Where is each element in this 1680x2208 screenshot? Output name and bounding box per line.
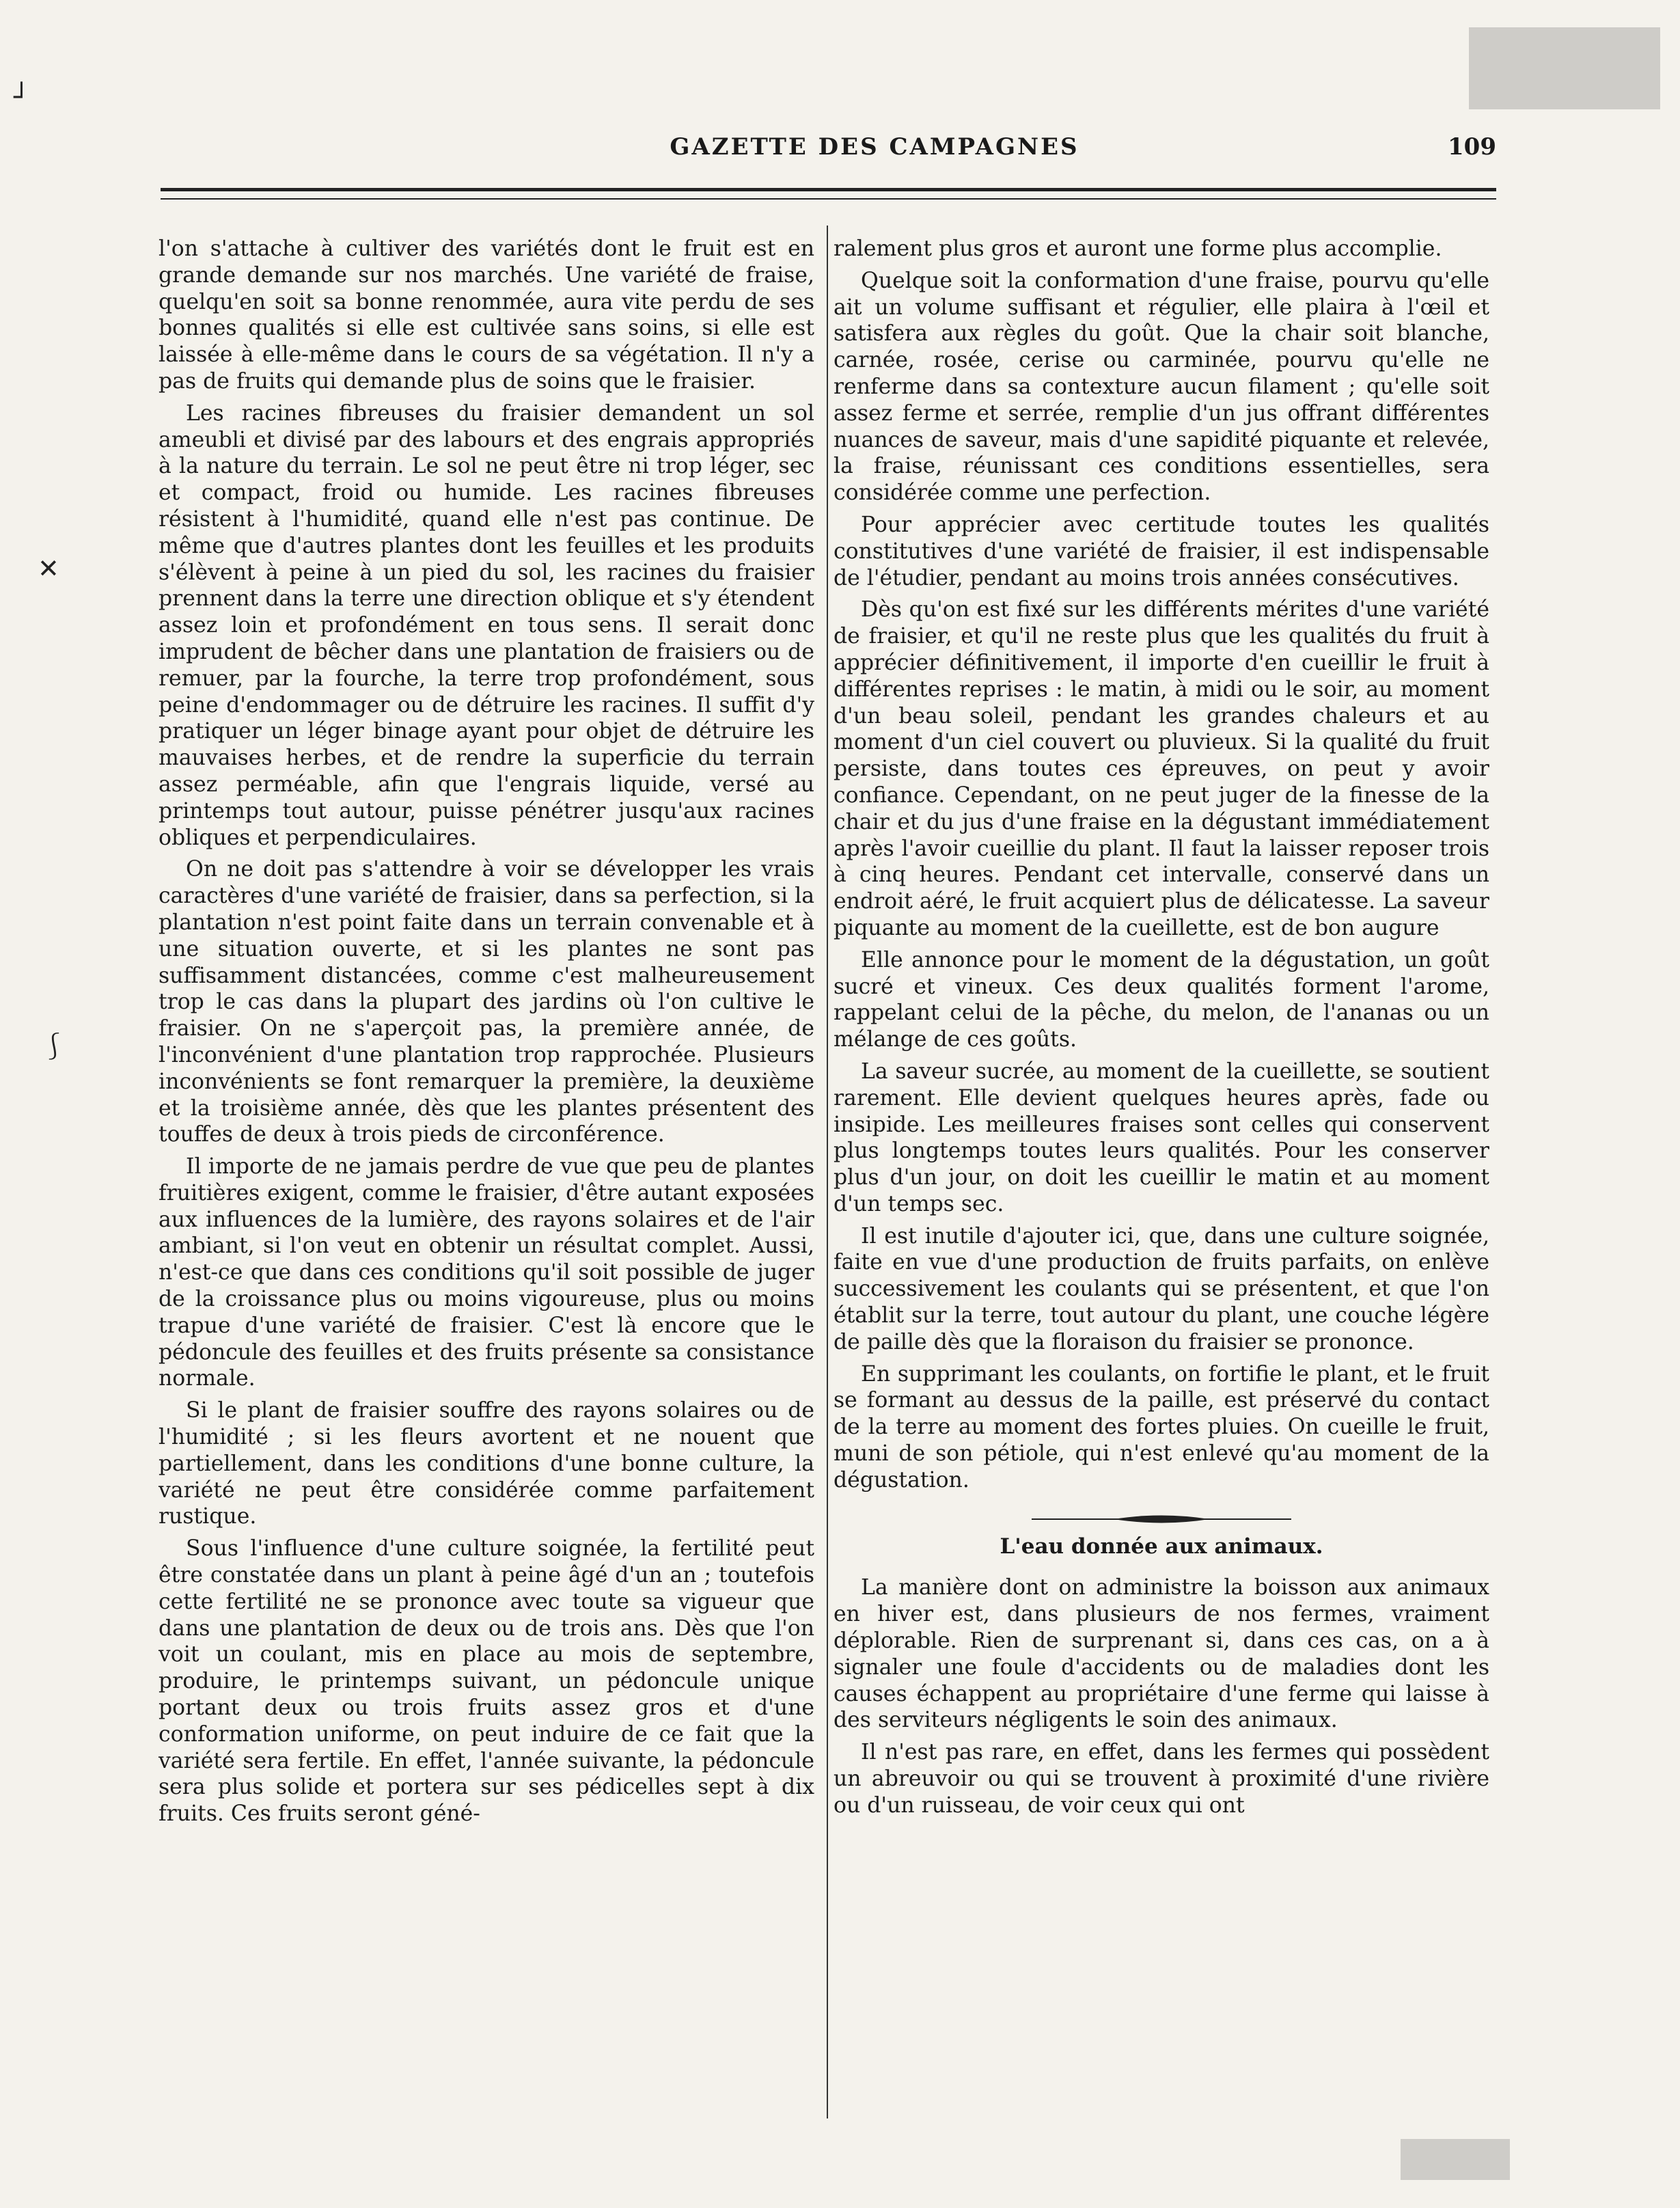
section-divider-ornament-icon [1032,1512,1291,1527]
right-paragraph-5: Elle annonce pour le moment de la dégustation, un goût sucré et vineux. Ces deux qualités forment l'arome, rappelant celui de la pêche, du melon, de l'ananas ou un mélange de ces goûts. [834,947,1489,1052]
right-paragraph-4: Dès qu'on est fixé sur les différents mérites d'une variété de fraisier, et qu'il ne reste plus que les qualités du fruit à apprécier définitivement, il importe d'en cueillir le fruit à différentes reprises : le matin, à midi ou le soir, au moment d'un beau soleil, pendant les grandes chaleurs et au moment d'un ciel couvert ou pluvieux. Si la qualité du fruit persiste, dans toutes ces épreuves, on peut y avoir confiance. Cependant, on ne peut juger de la finesse de la chair et du jus d'une fraise en la dégustant immédiatement après l'avoir cueillie du plant. Il faut la laisser reposer trois à cinq heures. Pendant cet intervalle, conservé dans un endroit aéré, le fruit acquiert plus de délicatesse. La saveur piquante au moment de la cueillette, est de bon augure [834,597,1489,940]
print-noise-top-right [1469,27,1660,109]
left-paragraph-1: l'on s'attache à cultiver des variétés dont le fruit est en grande demande sur nos marchés. Une variété de fraise, quelqu'en soit sa bonne renommée, aura vite perdu de ses bonnes qualités si elle est cultivée sans soins, si elle est laissée à elle-même dans le cours de sa végétation. Il n'y a pas de fruits qui demande plus de soins que le fraisier. [159,236,814,394]
right-paragraph-6: La saveur sucrée, au moment de la cueillette, se soutient rarement. Elle devient quelques heures après, fade ou insipide. Les meilleures fraises sont celles qui conservent plus longtemps toutes leurs qualités. Pour les conserver plus d'un jour, on doit les cueillir le matin et au moment d'un temps sec. [834,1059,1489,1216]
right-column [834,236,1489,1825]
margin-tick-icon: ┘ [14,82,29,112]
page-header [157,133,1496,174]
left-paragraph-5: Si le plant de fraisier souffre des rayons solaires ou de l'humidité ; si les fleurs avortent et ne nouent que partiellement, dans les conditions d'une bonne culture, la variété ne peut être considérée comme parfaitement rustique. [159,1398,814,1529]
section-paragraph-1: La manière dont on administre la boisson aux animaux en hiver est, dans plusieurs de nos fermes, vraiment déplorable. Rien de surprenant si, dans ces cas, on a à signaler une foule d'accidents ou de maladies dont les causes échappent au propriétaire d'une ferme qui laisse à des serviteurs négligents le soin des animaux. [834,1575,1489,1733]
left-column [159,236,814,1833]
left-paragraph-2: Les racines fibreuses du fraisier demandent un sol ameubli et divisé par des labours et des engrais appropriés à la nature du terrain. Le sol ne peut être ni trop léger, sec et compact, froid ou humide. Les racines fibreuses résistent à l'humidité, quand elle n'est pas continue. De même que d'autres plantes dont les feuilles et les produits s'élèvent à peine à un pied du sol, les racines du fraisier prennent dans la terre une direction oblique et s'y étendent assez loin et profondément en tous sens. Il serait donc imprudent de bêcher dans une plantation de fraisiers ou de remuer, par la fourche, la terre trop profondément, sous peine d'endommager ou de détruire les racines. Il suffit d'y pratiquer un léger binage ayant pour objet de détruire les mauvaises herbes, et de rendre la superficie du terrain assez perméable, afin que l'engrais liquide, versé au printemps tout autour, puisse pénétrer jusqu'aux racines obliques et perpendiculaires. [159,400,814,850]
left-paragraph-3: On ne doit pas s'attendre à voir se développer les vrais caractères d'une variété de fraisier, dans sa perfection, si la plantation n'est point faite dans un terrain convenable et à une situation ouverte, et si les plantes ne sont pas suffisamment distancées, comme c'est malheureusement trop le cas dans la plupart des jardins où l'on cultive le fraisier. On ne s'aperçoit pas, la première année, de l'inconvénient d'une plantation trop rapprochée. Plusieurs inconvénients se font remarquer la première, la deuxième et la troisième année, dès que les plantes présentent des touffes de deux à trois pieds de circonférence. [159,857,814,1147]
page-number: 109 [1448,133,1496,161]
margin-fleuron-icon: ✕ [38,554,59,584]
section-paragraph-2: Il n'est pas rare, en effet, dans les fermes qui possèdent un abreuvoir ou qui se trouvent à proximité d'une rivière ou d'un ruisseau, de voir ceux qui ont [834,1740,1489,1818]
header-rule-thin [161,198,1496,200]
margin-bracket-icon: ⎰ [41,1031,68,1061]
right-paragraph-2: Quelque soit la conformation d'une fraise, pourvu qu'elle ait un volume suffisant et régulier, elle plaira à l'œil et satisfera aux règles du goût. Que la chair soit blanche, carnée, rosée, cerise ou carminée, pourvu qu'elle ne renferme dans sa contexture aucun filament ; qu'elle soit assez ferme et serrée, remplie d'un jus offrant différentes nuances de saveur, mais d'une sapidité piquante et relevée, la fraise, réunissant ces conditions essentielles, sera considérée comme une perfection. [834,268,1489,506]
left-paragraph-6: Sous l'influence d'une culture soignée, la fertilité peut être constatée dans un plant à peine âgé d'un an ; toutefois cette fertilité ne se prononce avec toute sa vigueur que dans une plantation de deux ou de trois ans. Dès que l'on voit un coulant, mis en place au mois de septembre, produire, le printemps suivant, un pédoncule unique portant deux ou trois fruits assez gros et d'une conformation uniforme, on peut induire de ce fait que la variété sera fertile. En effet, l'année suivante, la pédoncule sera plus solide et portera sur ses pédicelles sept à dix fruits. Ces fruits seront géné- [159,1536,814,1827]
right-paragraph-3: Pour apprécier avec certitude toutes les qualités constitutives d'une variété de fraisier, il est indispensable de l'étudier, pendant au moins trois années consécutives. [834,512,1489,590]
left-paragraph-4: Il importe de ne jamais perdre de vue que peu de plantes fruitières exigent, comme le fraisier, d'être autant exposées aux influences de la lumière, des rayons solaires et de l'air ambiant, si l'on veut en obtenir un résultat complet. Aussi, n'est-ce que dans ces conditions qu'il soit possible de juger de la croissance plus ou moins vigoureuse, plus ou moins trapue d'une variété de fraisier. C'est là encore que le pédoncule des feuilles et des fruits présente sa consistance normale. [159,1154,814,1391]
running-title: GAZETTE DES CAMPAGNES [670,133,1079,161]
column-divider [827,226,828,2118]
right-paragraph-1: ralement plus gros et auront une forme plus accomplie. [834,236,1442,261]
section-title: L'eau donnée aux animaux. [1000,1534,1323,1559]
print-noise-bottom-right [1401,2139,1510,2180]
right-paragraph-7: Il est inutile d'ajouter ici, que, dans une culture soignée, faite en vue d'une production de fruits parfaits, on enlève successivement les coulants qui se présentent, et que l'on établit sur la terre, tout autour du plant, une couche légère de paille dès que la floraison du fraisier se prononce. [834,1223,1489,1354]
header-rule-thick [161,188,1496,191]
right-paragraph-8: En supprimant les coulants, on fortifie le plant, et le fruit se formant au dessus de la paille, est préservé du contact de la terre au moment des fortes pluies. On cueille le fruit, muni de son pétiole, qui n'est enlevé qu'au moment de la dégustation. [834,1361,1489,1493]
